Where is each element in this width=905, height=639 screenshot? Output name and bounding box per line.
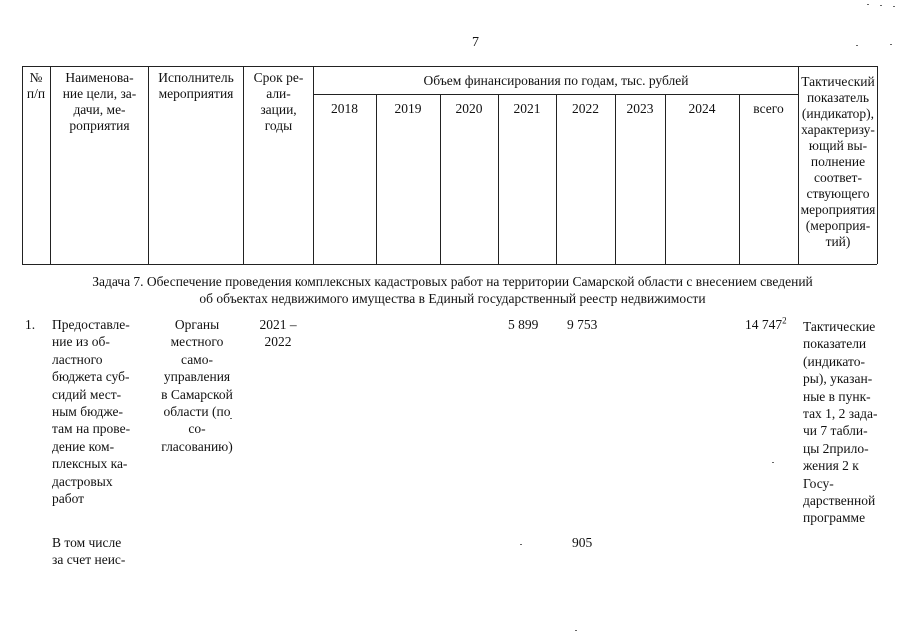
- table-col-rule: [440, 94, 441, 264]
- header-term: Срок ре- али- зации, годы: [253, 70, 304, 133]
- row-name: Предоставле- ние из об- ластного бюджета суб- сидий мест- ным бюдже- там на прове- дение ком- плексных ка- дастровых работ: [52, 317, 131, 507]
- table-rule-bottom: [22, 264, 877, 265]
- row-value-2021: 5 899: [508, 317, 539, 332]
- task-title: Задача 7. Обеспечение проведения комплексных кадастровых работ на территории Самарской области с внесением сведений об объектах недвижимого имущества в Единый государственный реестр недвижимости: [92, 274, 813, 306]
- row-indicator: Тактические показатели (индикато- ры), указан- ные в пунк- тах 1, 2 зада- чи 7 табли- цы 2прило- жения 2 к Госу- дарственной программе: [803, 319, 878, 526]
- total-value: 14 747: [745, 317, 783, 332]
- year-2019: 2019: [394, 101, 422, 116]
- header-indicator: Тактический показатель (индикатор), характеризу- ющий вы- полнение соответ- ствующего мероприятия (мероприя- тий): [800, 74, 876, 249]
- table-col-rule: [665, 94, 666, 264]
- table-rule-top: [22, 66, 877, 67]
- table-col-rule: [615, 94, 616, 264]
- footnote-marker: 2: [782, 315, 787, 326]
- row-value-2022: 905: [572, 535, 593, 550]
- table-col-rule: [739, 94, 740, 264]
- table-col-rule: [313, 66, 314, 264]
- year-2020: 2020: [455, 101, 483, 116]
- header-executor: Исполнитель мероприятия: [158, 70, 234, 101]
- year-2023: 2023: [626, 101, 654, 116]
- row-term: 2021 – 2022: [259, 317, 297, 350]
- table-col-rule: [498, 94, 499, 264]
- table-rule-right: [877, 66, 878, 264]
- header-name: Наименова- ние цели, за- дачи, ме- роприятия: [62, 70, 137, 133]
- table-col-rule: [376, 94, 377, 264]
- page-number: 7: [472, 35, 479, 50]
- row-value-total: [745, 316, 787, 333]
- table-col-rule: [556, 94, 557, 264]
- header-num: № п/п: [26, 70, 46, 101]
- year-total: всего: [753, 101, 784, 116]
- year-2024: 2024: [688, 101, 716, 116]
- row-value-2022: 9 753: [567, 317, 598, 332]
- year-2022: 2022: [572, 101, 599, 116]
- row-name: В том числе за счет неис-: [52, 535, 126, 568]
- year-2021: 2021: [513, 101, 541, 116]
- header-financing: Объем финансирования по годам, тыс. рублей: [423, 73, 689, 88]
- row-num: 1.: [25, 317, 36, 332]
- year-2018: 2018: [331, 101, 358, 116]
- row-executor: Органы местного само- управления в Самарской области (по со- гласованию): [161, 317, 233, 454]
